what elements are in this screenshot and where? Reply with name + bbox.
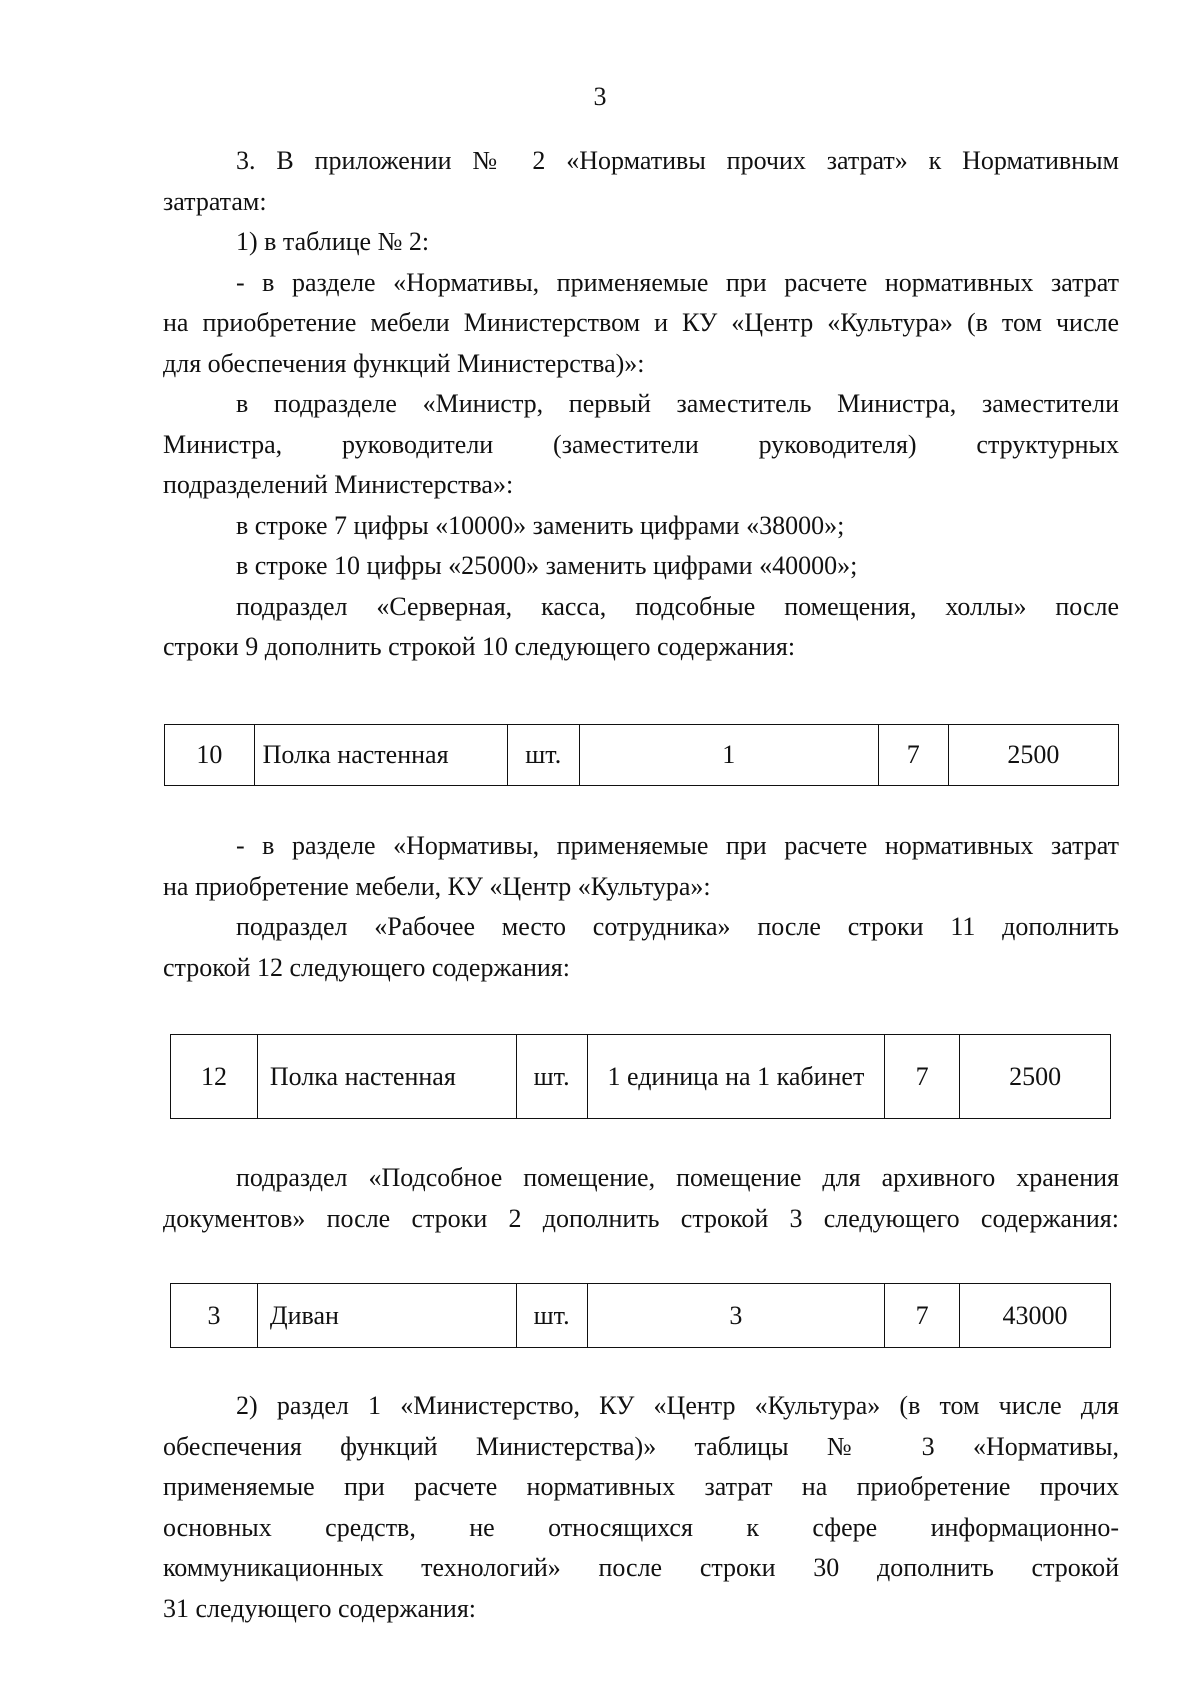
table-row [171, 1035, 1111, 1119]
text-line: строки 9 дополнить строкой 10 следующего содержания: [163, 632, 796, 661]
paragraph-block-2 [163, 826, 1119, 988]
text-line: на приобретение мебели, КУ «Центр «Культура»: [163, 871, 711, 901]
table-cell: 3 [587, 1284, 885, 1348]
table-cell: 1 единица на 1 кабинет [587, 1035, 885, 1119]
text-line: подраздел «Серверная, касса, подсобные помещения, холлы» после [236, 591, 1119, 621]
table-cell: 7 [878, 725, 948, 786]
insert-table-1 [164, 724, 1119, 786]
text-line: в строке 7 цифры «10000» заменить цифрами «38000»; [236, 510, 845, 540]
text-line: затратам: [163, 186, 267, 216]
text-line: для обеспечения функций Министерства)»: [163, 348, 645, 378]
text-line: основных средств, не относящихся к сфере информационно- [163, 1512, 1119, 1542]
table-cell: 43000 [960, 1284, 1111, 1348]
paragraph-block-4 [163, 1386, 1119, 1629]
table-cell: 2500 [948, 725, 1118, 786]
page-number: 3 [593, 82, 607, 111]
text-line: 31 следующего содержания: [163, 1593, 477, 1623]
table-cell: шт. [516, 1284, 587, 1348]
text-line: 1) в таблице № 2: [236, 227, 430, 256]
text-line: - в разделе «Нормативы, применяемые при расчете нормативных затрат [236, 831, 1119, 860]
table-cell: 2500 [960, 1035, 1111, 1119]
insert-table-3 [170, 1283, 1111, 1348]
table-cell: 12 [171, 1035, 258, 1119]
table-cell: Полка настенная [257, 1035, 516, 1119]
text-line: в подразделе «Министр, первый заместитель Министра, заместители [236, 389, 1119, 418]
text-line: в строке 10 цифры «25000» заменить цифрами «40000»; [236, 551, 858, 580]
text-line: строкой 12 следующего содержания: [163, 952, 570, 982]
table-cell: 1 [579, 725, 878, 786]
text-line: 2) раздел 1 «Министерство, КУ «Центр «Культура» (в том числе для [236, 1391, 1119, 1420]
text-line: документов» после строки 2 дополнить строкой 3 следующего содержания: [163, 1203, 1119, 1233]
paragraph-block-1 [163, 141, 1119, 668]
text-line: подразделений Министерства»: [163, 470, 514, 499]
text-line: обеспечения функций Министерства)» таблицы № 3 «Нормативы, [163, 1431, 1119, 1461]
table-cell: шт. [516, 1035, 587, 1119]
table-cell: шт. [507, 725, 579, 786]
table-cell: 10 [165, 725, 255, 786]
table-row [171, 1284, 1111, 1348]
text-line: коммуникационных технологий» после строки 30 дополнить строкой [163, 1553, 1119, 1582]
text-line: - в разделе «Нормативы, применяемые при расчете нормативных затрат [236, 267, 1119, 297]
text-line: 3. В приложении № 2 «Нормативы прочих затрат» к Нормативным [236, 146, 1119, 175]
table-row [165, 725, 1119, 786]
table-cell: Диван [257, 1284, 516, 1348]
table-cell: 7 [885, 1035, 960, 1119]
table-cell: 3 [171, 1284, 258, 1348]
paragraph-block-3 [163, 1158, 1119, 1239]
table-cell: 7 [885, 1284, 960, 1348]
insert-table-2 [170, 1034, 1111, 1119]
text-line: применяемые при расчете нормативных затрат на приобретение прочих [163, 1472, 1119, 1501]
table-cell: Полка настенная [254, 725, 507, 786]
text-line: Министра, руководители (заместители руководителя) структурных [163, 429, 1119, 459]
text-line: подраздел «Подсобное помещение, помещение для архивного хранения [236, 1163, 1119, 1192]
text-line: на приобретение мебели Министерством и КУ «Центр «Культура» (в том числе [163, 308, 1119, 337]
text-line: подраздел «Рабочее место сотрудника» после строки 11 дополнить [236, 912, 1119, 941]
